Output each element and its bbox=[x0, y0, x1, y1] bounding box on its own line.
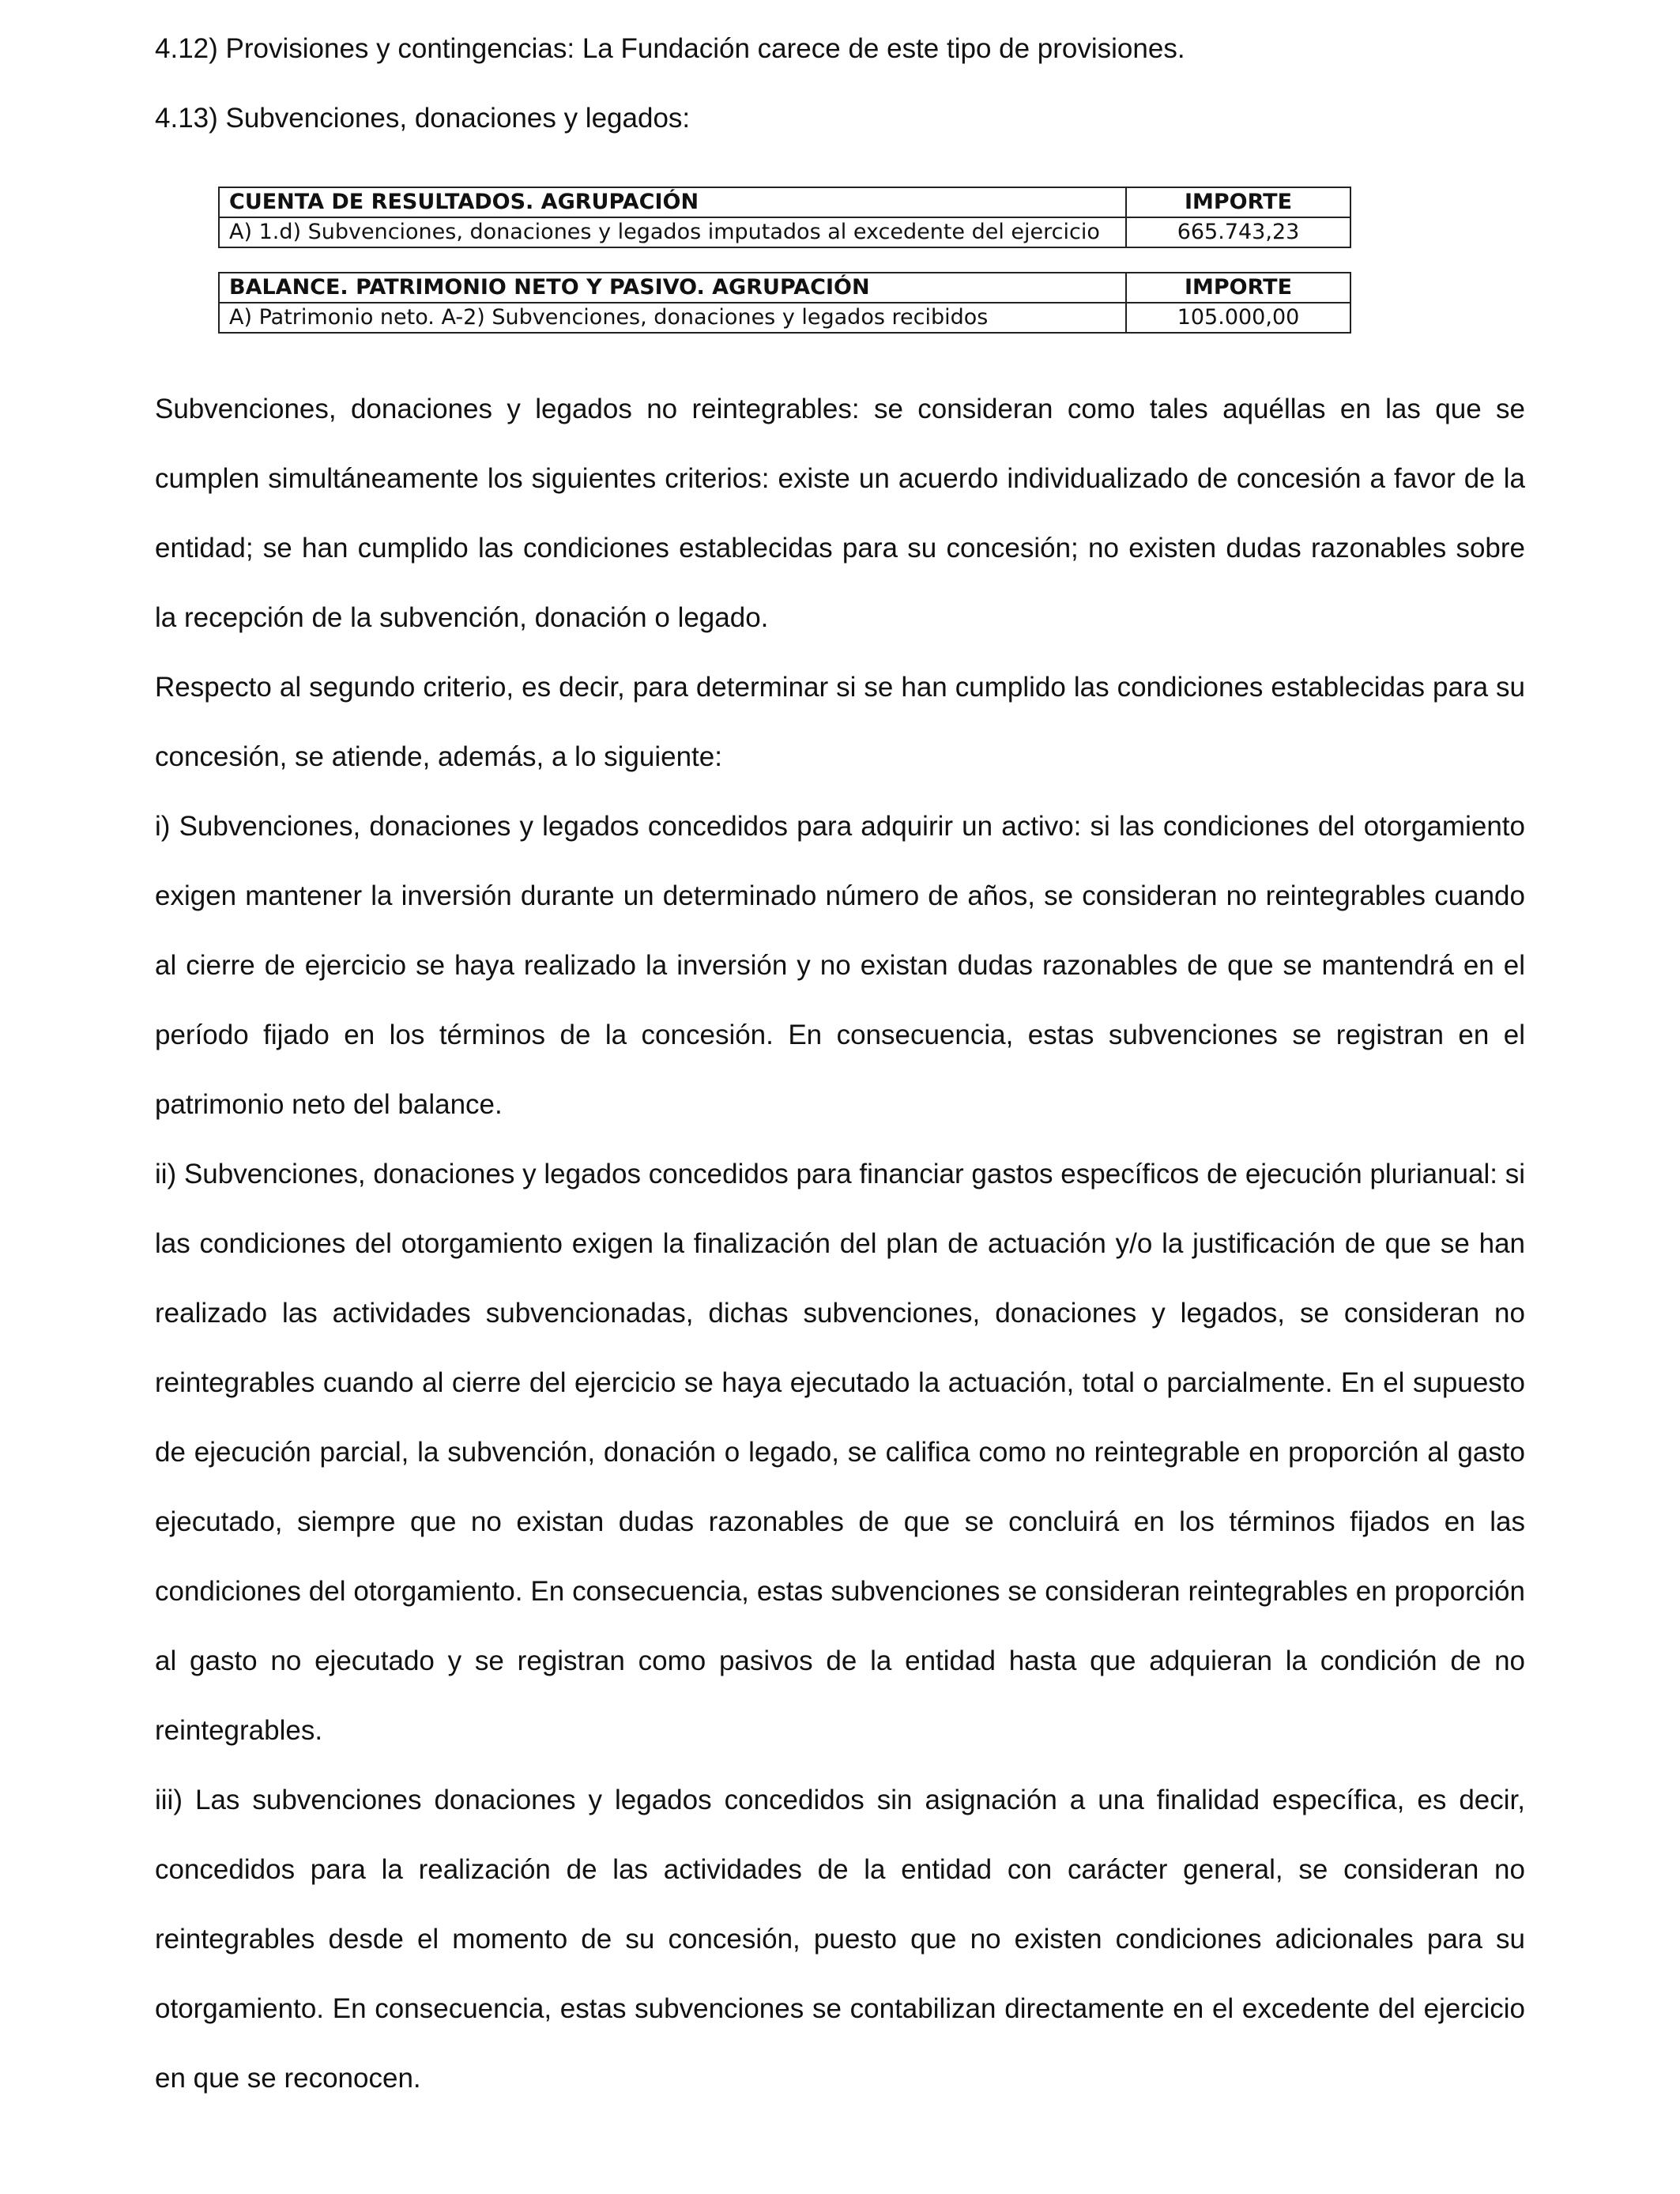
table-row bbox=[219, 217, 1350, 247]
paragraph-item-iii: iii) Las subvenciones donaciones y legados concedidos sin asignación a una finalidad específica, es decir, concedidos para la realización de las actividades de la entidad con carácter general, se consideran no reintegrables desde el momento de su concesión, puesto que no existen condiciones adicionales para su otorgamiento. En consecuencia, estas subvenciones se contabilizan directamente en el excedente del ejercicio en que se reconocen. bbox=[155, 1785, 1525, 2094]
table-row bbox=[219, 303, 1350, 333]
row-label: A) Patrimonio neto. A-2) Subvenciones, donaciones y legados recibidos bbox=[219, 303, 1126, 333]
table-header-amount: IMPORTE bbox=[1126, 187, 1350, 217]
table-cuenta-resultados bbox=[218, 187, 1351, 248]
table-header-row bbox=[219, 273, 1350, 303]
table-header-row bbox=[219, 187, 1350, 217]
row-amount: 105.000,00 bbox=[1126, 303, 1350, 333]
paragraph-item-ii: ii) Subvenciones, donaciones y legados concedidos para financiar gastos específicos de ejecución plurianual: si las condiciones del otorgamiento exigen la finalización del plan de actuación y/o la justificación de que se han realizado las actividades subvencionadas, dichas subvenciones, donaciones y legados, se consideran no reintegrables cuando al cierre del ejercicio se haya ejecutado la actuación, total o parcialmente. En el supuesto de ejecución parcial, la subvención, donación o legado, se califica como no reintegrable en proporción al gasto ejecutado, siempre que no existan dudas razonables de que se concluirá en los términos fijados en las condiciones del otorgamiento. En consecuencia, estas subvenciones se consideran reintegrables en proporción al gasto no ejecutado y se registran como pasivos de la entidad hasta que adquieran la condición de no reintegrables. bbox=[155, 1159, 1525, 1746]
row-label: A) 1.d) Subvenciones, donaciones y legados imputados al excedente del ejercicio bbox=[219, 217, 1126, 247]
heading-subvenciones: 4.13) Subvenciones, donaciones y legados: bbox=[155, 103, 691, 134]
paragraph-item-i: i) Subvenciones, donaciones y legados concedidos para adquirir un activo: si las condiciones del otorgamiento exigen mantener la inversión durante un determinado número de años, se consideran no reintegrables cuando al cierre de ejercicio se haya realizado la inversión y no existan dudas razonables de que se mantendrá en el período fijado en los términos de la concesión. En consecuencia, estas subvenciones se registran en el patrimonio neto del balance. bbox=[155, 811, 1525, 1120]
table-header-amount: IMPORTE bbox=[1126, 273, 1350, 303]
paragraph-no-reintegrables: Subvenciones, donaciones y legados no reintegrables: se consideran como tales aquéllas en las que se cumplen simultáneamente los siguientes criterios: existe un acuerdo individualizado de concesión a favor de la entidad; se han cumplido las condiciones establecidas para su concesión; no existen dudas razonables sobre la recepción de la subvención, donación o legado. bbox=[155, 394, 1525, 633]
table-header-label: BALANCE. PATRIMONIO NETO Y PASIVO. AGRUPACIÓN bbox=[219, 273, 1126, 303]
table-balance bbox=[218, 272, 1351, 334]
table-header-label: CUENTA DE RESULTADOS. AGRUPACIÓN bbox=[219, 187, 1126, 217]
heading-provisiones: 4.12) Provisiones y contingencias: La Fundación carece de este tipo de provisiones. bbox=[155, 33, 1185, 64]
paragraph-segundo-criterio: Respecto al segundo criterio, es decir, para determinar si se han cumplido las condiciones establecidas para su concesión, se atiende, además, a lo siguiente: bbox=[155, 672, 1525, 772]
row-amount: 665.743,23 bbox=[1126, 217, 1350, 247]
body-text bbox=[155, 375, 1525, 2113]
